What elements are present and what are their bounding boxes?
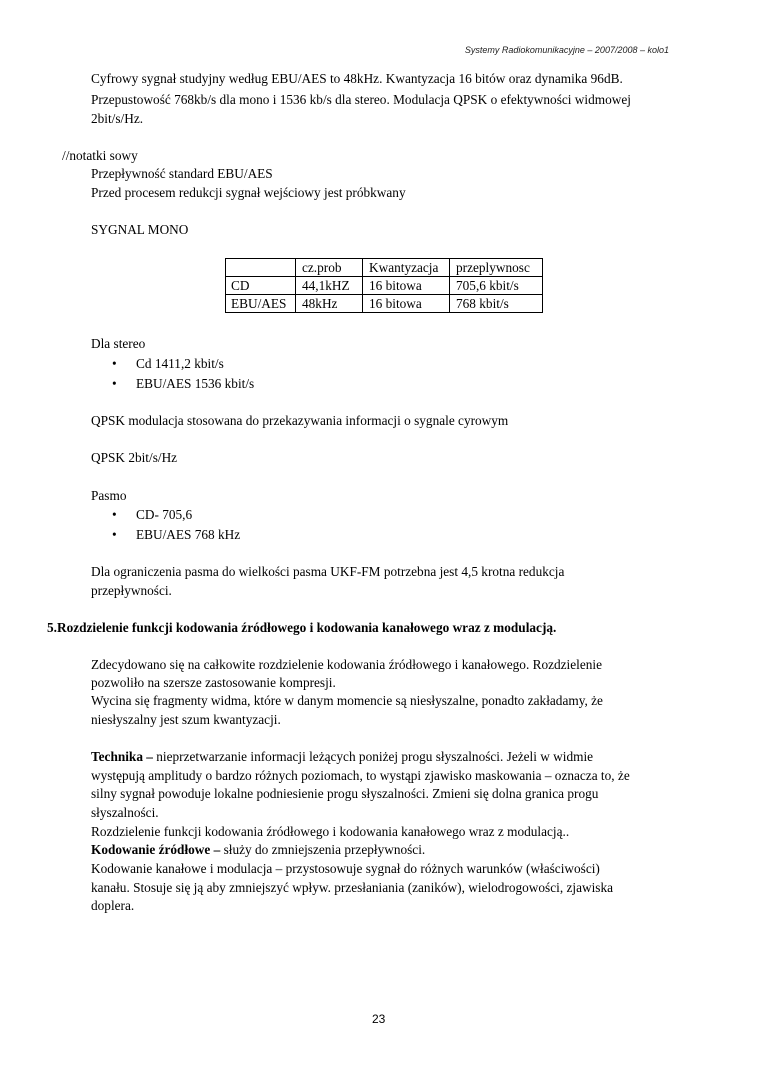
pasmo-title: Pasmo: [91, 488, 127, 503]
section5-p1-line-1: Zdecydowano się na całkowite rozdzielenie kodowania źródłowego i kanałowego. Rozdzielenie: [91, 657, 602, 672]
technika-line-4: słyszalności.: [91, 805, 159, 820]
qpsk-line-1: QPSK modulacja stosowana do przekazywania informacji o sygnale cyrowym: [91, 413, 509, 428]
table-cell: CD: [226, 277, 296, 295]
list-item-text: Cd 1411,2 kbit/s: [136, 356, 224, 371]
table-cell: 16 bitowa: [363, 277, 450, 295]
kanalowe-line-2: kanału. Stosuje się ją aby zmniejszyć wpływ. przesłaniania (zaników), wielodrogowości, zjawiska: [91, 880, 613, 895]
mono-title: SYGNAL MONO: [91, 222, 189, 237]
table-cell: 48kHz: [296, 295, 363, 313]
notes-line-2: Przed procesem redukcji sygnał wejściowy jest próbkwany: [91, 185, 406, 200]
ograniczenia-line-1: Dla ograniczenia pasma do wielkości pasma UKF-FM potrzebna jest 4,5 krotna redukcja: [91, 564, 565, 579]
page-number: 23: [372, 1012, 386, 1026]
table-cell: 44,1kHZ: [296, 277, 363, 295]
technika-text: nieprzetwarzanie informacji leżących poniżej progu słyszalności. Jeżeli w widmie: [152, 749, 594, 764]
table-header-cell: Kwantyzacja: [363, 259, 450, 277]
list-item: [108, 355, 254, 375]
intro-line-3: 2bit/s/Hz.: [91, 111, 144, 126]
technika-label: Technika –: [91, 749, 153, 764]
technika-line-3: silny sygnał powoduje lokalne podniesienie progu słyszalności. Zmieni się dolna granica progu: [91, 786, 599, 801]
list-item-text: EBU/AES 768 kHz: [136, 527, 241, 542]
list-item: [108, 506, 240, 526]
bullet-icon: •: [112, 376, 117, 391]
kanalowe-line-3: doplera.: [91, 898, 135, 913]
bitrate-table: [225, 258, 543, 313]
stereo-list: [108, 355, 254, 395]
table-header-cell: cz.prob: [296, 259, 363, 277]
qpsk-line-2: QPSK 2bit/s/Hz: [91, 450, 178, 465]
notes-heading: //notatki sowy: [62, 148, 138, 163]
bullet-icon: •: [112, 527, 117, 542]
table-cell: 705,6 kbit/s: [450, 277, 543, 295]
table-row: [226, 277, 543, 295]
repeat-line: Rozdzielenie funkcji kodowania źródłowego i kodowania kanałowego wraz z modulacją..: [91, 824, 570, 839]
list-item: [108, 375, 254, 395]
zrodlowe-label: Kodowanie źródłowe –: [91, 842, 221, 857]
section5-p1-line-2: pozwoliło na szersze zastosowanie kompresji.: [91, 675, 336, 690]
pasmo-list: [108, 506, 240, 546]
list-item: [108, 526, 240, 546]
section5-p2-line-1: Wycina się fragmenty widma, które w danym momencie są niesłyszalne, ponadto zakładamy, że: [91, 693, 603, 708]
table-cell: EBU/AES: [226, 295, 296, 313]
technika-line-1: [91, 748, 681, 766]
table-header-row: [226, 259, 543, 277]
kanalowe-line-1: Kodowanie kanałowe i modulacja – przystosowuje sygnał do różnych warunków (właściwości): [91, 861, 600, 876]
notes-line-1: Przepływność standard EBU/AES: [91, 166, 273, 181]
section-5-heading: 5.Rozdzielenie funkcji kodowania źródłowego i kodowania kanałowego wraz z modulacją.: [47, 620, 557, 635]
table-row: [226, 295, 543, 313]
bullet-icon: •: [112, 507, 117, 522]
zrodlowe-line: [91, 841, 681, 859]
intro-line-2: Przepustowość 768kb/s dla mono i 1536 kb/s dla stereo. Modulacja QPSK o efektywności widmowej: [91, 92, 631, 107]
stereo-title: Dla stereo: [91, 336, 146, 351]
list-item-text: EBU/AES 1536 kbit/s: [136, 376, 255, 391]
section5-p2-line-2: niesłyszalny jest szum kwantyzacji.: [91, 712, 281, 727]
table-cell: 16 bitowa: [363, 295, 450, 313]
list-item-text: CD- 705,6: [136, 507, 193, 522]
table-header-cell: przeplywnosc: [450, 259, 543, 277]
running-header: Systemy Radiokomunikacyjne – 2007/2008 – kolo1: [464, 45, 669, 55]
ograniczenia-line-2: przepływności.: [91, 583, 172, 598]
zrodlowe-text: służy do zmniejszenia przepływności.: [220, 842, 426, 857]
table-header-cell: [226, 259, 296, 277]
technika-line-2: występują amplitudy o bardzo różnych poziomach, to wystąpi zjawisko maskowania – oznacza to, że: [91, 768, 630, 783]
intro-line-1: Cyfrowy sygnał studyjny według EBU/AES to 48kHz. Kwantyzacja 16 bitów oraz dynamika 96dB.: [91, 71, 623, 86]
table-cell: 768 kbit/s: [450, 295, 543, 313]
bullet-icon: •: [112, 356, 117, 371]
